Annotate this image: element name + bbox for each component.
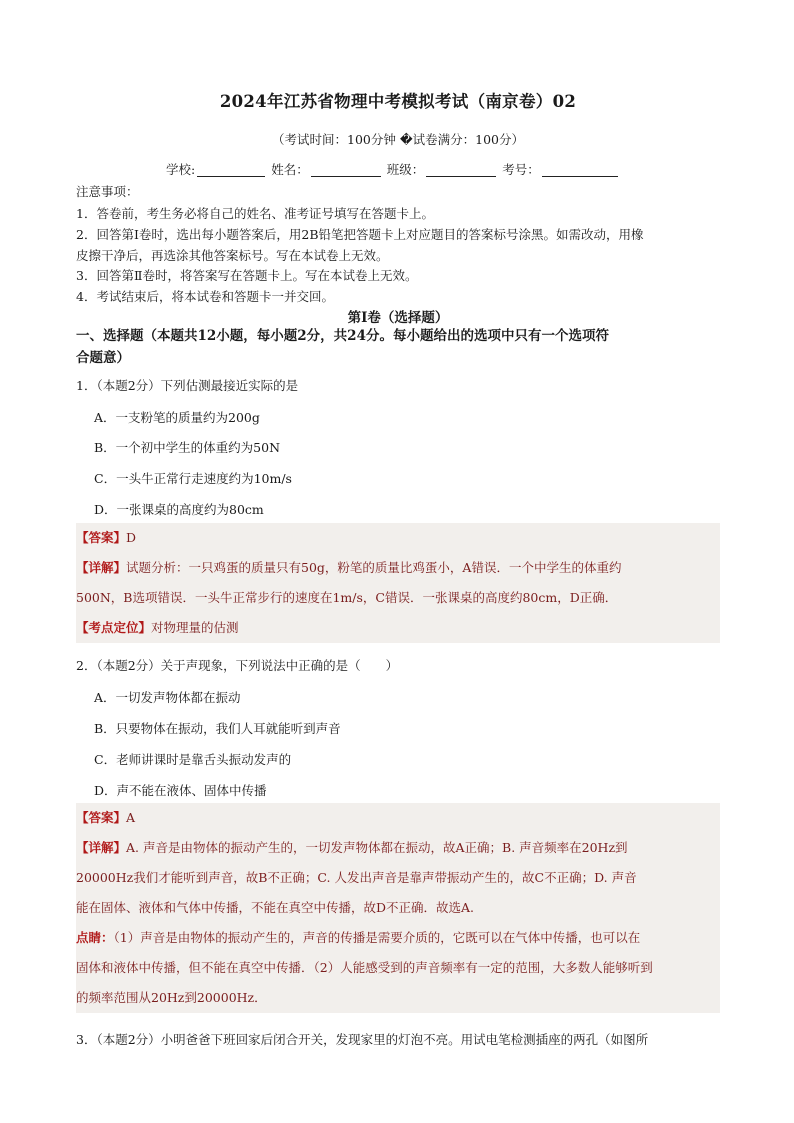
section-heading-line: 一、选择题（本题共12小题，每小题2分，共24分。每小题给出的选项中只有一个选项符 (76, 328, 609, 344)
page-title: 2024年江苏省物理中考模拟考试（南京卷）02 (219, 92, 577, 111)
answer-tag: 【答案】 (76, 810, 127, 825)
question-2-option-c[interactable]: C．老师讲课时是靠舌头振动发声的 (94, 752, 292, 767)
answer-row (76, 803, 720, 833)
tip-tag: 点睛： (76, 930, 114, 945)
detail-row (76, 833, 720, 863)
section-heading-line: 合题意） (76, 350, 130, 366)
question-1-option-c[interactable]: C．一头牛正常行走速度约为10m/s (94, 471, 292, 486)
question-2-stem: 2．（本题2分）关于声现象，下列说法中正确的是（ ） (76, 658, 399, 673)
point-tag: 【考点定位】 (76, 620, 152, 635)
number-blank[interactable] (542, 162, 618, 177)
question-2-option-d[interactable]: D．声不能在液体、固体中传播 (94, 783, 267, 798)
question-2-answer-box (76, 803, 720, 1013)
section-heading (76, 325, 720, 369)
school-blank[interactable] (197, 162, 265, 177)
question-1-option-d[interactable]: D．一张课桌的高度约为80cm (94, 502, 264, 517)
note-item: 1．答卷前，考生务必将自己的姓名、准考证号填写在答题卡上。 (76, 206, 434, 221)
question-1-option-b[interactable]: B．一个初中学生的体重约为50N (94, 440, 281, 455)
tip-row: 的频率范围从20Hz到20000Hz． (76, 990, 267, 1005)
detail-tag: 【详解】 (76, 840, 127, 855)
tip-row (76, 923, 720, 953)
question-1-stem: 1．（本题2分）下列估测最接近实际的是 (76, 378, 299, 393)
question-3-stem: 3．（本题2分）小明爸爸下班回家后闭合开关，发现家里的灯泡不亮。用试电笔检测插座的两孔（如图所 (76, 1032, 649, 1047)
note-item: 2．回答第Ⅰ卷时，选出每小题答案后，用2B铅笔把答题卡上对应题目的答案标号涂黑。如需改动，用橡 (76, 227, 644, 242)
tip-row: 固体和液体中传播，但不能在真空中传播．（2）人能感受到的声音频率有一定的范围，大多数人能够听到 (76, 960, 653, 975)
question-2-option-a[interactable]: A．一切发声物体都在振动 (94, 690, 241, 705)
detail-row: 能在固体、液体和气体中传播，不能在真空中传播，故D不正确．故选A. (76, 900, 475, 915)
point-row (76, 613, 720, 643)
detail-row: 500N，B选项错误．一头牛正常步行的速度在1m/s，C错误．一张课桌的高度约80cm，D正确． (76, 590, 618, 605)
exam-time-info: （考试时间：100分钟 �试卷满分：100分） (271, 132, 524, 147)
class-blank[interactable] (426, 162, 496, 177)
detail-row: 20000Hz我们才能听到声音，故B不正确；C. 人发出声音是靠声带振动产生的，故C不正确；D. 声音 (76, 870, 637, 885)
detail-text: 试题分析：一只鸡蛋的质量只有50g，粉笔的质量比鸡蛋小，A错误．一个中学生的体重约 (126, 560, 622, 575)
answer-tag: 【答案】 (76, 530, 127, 545)
note-item: 3．回答第Ⅱ卷时，将答案写在答题卡上。写在本试卷上无效。 (76, 268, 418, 283)
detail-tag: 【详解】 (76, 560, 127, 575)
notes-title: 注意事项： (76, 184, 139, 199)
detail-row (76, 553, 720, 583)
school-label: 学校: (166, 162, 196, 177)
answer-value: D (126, 530, 137, 545)
class-label: 班级： (386, 162, 425, 177)
name-blank[interactable] (311, 162, 381, 177)
student-info-row (166, 160, 620, 178)
number-label: 考号： (502, 162, 540, 177)
question-1-answer-box (76, 523, 720, 643)
note-item: 皮擦干净后，再选涂其他答案标号。写在本试卷上无效。 (76, 248, 389, 263)
tip-text: （1）声音是由物体的振动产生的，声音的传播是需要介质的，它既可以在气体中传播，也可以在 (113, 930, 641, 945)
name-label: 姓名： (271, 162, 309, 177)
note-item: 4．考试结束后，将本试卷和答题卡一并交回。 (76, 289, 334, 304)
section-title: 第Ⅰ卷（选择题） (347, 310, 449, 326)
answer-row (76, 523, 720, 553)
question-2-option-b[interactable]: B．只要物体在振动，我们人耳就能听到声音 (94, 721, 341, 736)
point-text: 对物理量的估测 (151, 620, 239, 635)
detail-text: A. 声音是由物体的振动产生的，一切发声物体都在振动，故A正确；B. 声音频率在20Hz到 (126, 840, 628, 855)
answer-value: A (126, 810, 136, 825)
question-1-option-a[interactable]: A．一支粉笔的质量约为200g (94, 410, 260, 425)
